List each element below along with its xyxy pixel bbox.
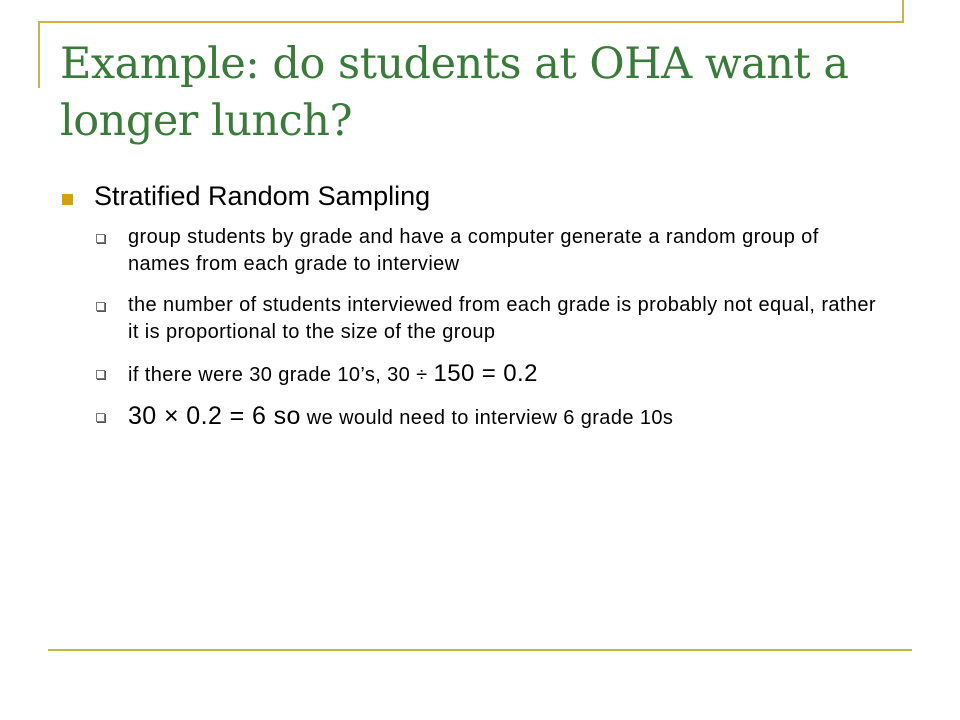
calc-expression: 30 × 0.2 = 6 so <box>128 402 301 430</box>
checkbox-bullet-icon <box>96 370 105 379</box>
sub-bullet <box>60 224 880 278</box>
frame-right-rule <box>902 0 904 23</box>
bullet-heading <box>60 178 880 214</box>
slide-body <box>60 178 880 446</box>
calc-result: 150 = 0.2 <box>433 360 538 387</box>
calc-conclusion: we would need to interview 6 grade 10s <box>300 407 674 429</box>
heading-text: Stratified Random Sampling <box>94 181 431 211</box>
frame-top-rule <box>38 21 904 23</box>
sub-bullet-calculation <box>60 360 880 389</box>
sub-bullet-calculation <box>60 403 880 432</box>
sub-bullet-text: group students by grade and have a computer generate a random group of names from each grade to interview <box>128 226 819 275</box>
checkbox-bullet-icon <box>96 234 105 243</box>
checkbox-bullet-icon <box>96 413 105 422</box>
checkbox-bullet-icon <box>96 302 105 311</box>
slide-title: Example: do students at OHA want a longer lunch? <box>60 39 849 146</box>
square-bullet-icon <box>62 194 73 205</box>
sub-bullet-text: the number of students interviewed from each grade is probably not equal, rather it is proportional to the size of the group <box>128 294 876 343</box>
footer-rule <box>48 649 912 651</box>
calc-prefix: if there were 30 grade 10’s, 30 ÷ <box>128 364 434 386</box>
sub-bullet <box>60 292 880 346</box>
frame-left-rule <box>38 21 40 88</box>
